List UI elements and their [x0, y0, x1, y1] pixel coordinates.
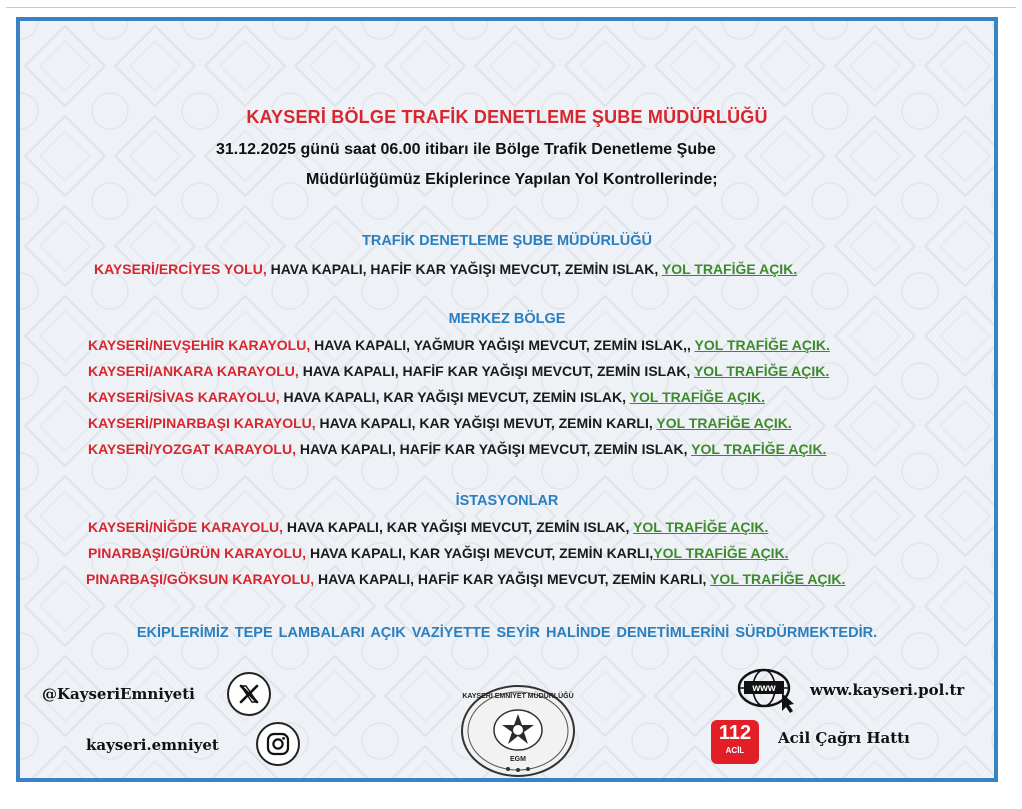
- x-logo-icon[interactable]: [227, 672, 271, 716]
- road-status: YOL TRAFİĞE AÇIK.: [656, 415, 792, 431]
- road-status: YOL TRAFİĞE AÇIK.: [653, 545, 789, 561]
- road-name: KAYSERİ/NEVŞEHİR KARAYOLU,: [88, 337, 311, 353]
- road-status: YOL TRAFİĞE AÇIK.: [661, 261, 798, 277]
- instagram-handle[interactable]: kayseri.emniyet: [86, 736, 219, 754]
- section-heading-trafik: TRAFİK DENETLEME ŞUBE MÜDÜRLÜĞÜ: [362, 233, 652, 249]
- website-link[interactable]: www.kayseri.pol.tr: [810, 681, 965, 699]
- road-report-row: [88, 389, 765, 405]
- seal-bottom-text: EGM: [510, 756, 526, 763]
- road-name: KAYSERİ/ERCİYES YOLU,: [94, 261, 267, 277]
- road-status: YOL TRAFİĞE AÇIK.: [629, 389, 766, 405]
- road-report-row: [88, 441, 826, 457]
- road-conditions: HAVA KAPALI, HAFİF KAR YAĞIŞI MEVCUT, ZEMİN ISLAK,: [298, 363, 694, 379]
- road-conditions: HAVA KAPALI, KAR YAĞIŞI MEVUT, ZEMİN KARLI,: [315, 415, 657, 431]
- road-report-row: [88, 415, 792, 431]
- globe-www-icon[interactable]: [736, 667, 802, 713]
- road-status: YOL TRAFİĞE AÇIK.: [691, 441, 827, 457]
- road-conditions: HAVA KAPALI, KAR YAĞIŞI MEVCUT, ZEMİN KARLI,: [306, 545, 654, 561]
- road-conditions: HAVA KAPALI, HAFİF KAR YAĞIŞI MEVCUT, ZEMİN ISLAK,: [266, 261, 662, 277]
- section-heading-merkez: MERKEZ BÖLGE: [448, 311, 566, 327]
- patrol-message: EKİPLERİMİZ TEPE LAMBALARI AÇIK VAZİYETTE SEYİR HALİNDE DENETİMLERİNİ SÜRDÜRMEKTEDİR.: [136, 625, 878, 641]
- emergency-number: 112: [718, 722, 752, 744]
- road-name: PINARBAŞI/GÖKSUN KARAYOLU,: [86, 571, 315, 587]
- road-conditions: HAVA KAPALI, HAFİF KAR YAĞIŞI MEVCUT, ZEMİN KARLI,: [314, 571, 711, 587]
- emergency-line-label: Acil Çağrı Hattı: [778, 729, 910, 747]
- top-divider: [6, 7, 1016, 8]
- road-report-row: [88, 519, 768, 535]
- www-icon-text: www: [752, 683, 776, 694]
- road-status: YOL TRAFİĞE AÇIK.: [710, 571, 846, 587]
- section-heading-istasyonlar: İSTASYONLAR: [455, 493, 559, 509]
- road-report-row: [88, 363, 829, 379]
- seal-ring-text: KAYSERİ EMNİYET MÜDÜRLÜĞÜ: [462, 693, 574, 700]
- police-seal-icon: [460, 684, 576, 778]
- road-name: PINARBAŞI/GÜRÜN KARAYOLU,: [88, 545, 307, 561]
- road-name: KAYSERİ/ANKARA KARAYOLU,: [88, 363, 299, 379]
- road-status: YOL TRAFİĞE AÇIK.: [693, 363, 830, 379]
- road-conditions: HAVA KAPALI, KAR YAĞIŞI MEVCUT, ZEMİN ISLAK,: [279, 389, 630, 405]
- road-name: KAYSERİ/PINARBAŞI KARAYOLU,: [88, 415, 316, 431]
- road-name: KAYSERİ/NİĞDE KARAYOLU,: [88, 519, 284, 535]
- page-title: KAYSERİ BÖLGE TRAFİK DENETLEME ŞUBE MÜDÜRLÜĞÜ: [246, 107, 768, 127]
- intro-line-1: 31.12.2025 günü saat 06.00 itibarı ile Bölge Trafik Denetleme Şube: [216, 141, 716, 158]
- intro-line-2: Müdürlüğümüz Ekiplerince Yapılan Yol Kontrollerinde;: [306, 171, 718, 188]
- road-status: YOL TRAFİĞE AÇIK.: [633, 519, 769, 535]
- notice-frame: [16, 17, 998, 782]
- road-conditions: HAVA KAPALI, KAR YAĞIŞI MEVCUT, ZEMİN ISLAK,: [283, 519, 634, 535]
- emergency-badge-label: ACİL: [725, 746, 745, 755]
- road-report-row: [86, 571, 845, 587]
- road-conditions: HAVA KAPALI, HAFİF KAR YAĞIŞI MEVCUT, ZEMİN ISLAK,: [295, 441, 692, 457]
- road-report-row: [88, 545, 789, 561]
- instagram-icon[interactable]: [256, 722, 300, 766]
- cursor-icon: [782, 693, 794, 713]
- road-report-row: [88, 337, 830, 353]
- road-name: KAYSERİ/SİVAS KARAYOLU,: [88, 389, 280, 405]
- road-status: YOL TRAFİĞE AÇIK.: [694, 337, 830, 353]
- road-conditions: HAVA KAPALI, YAĞMUR YAĞIŞI MEVCUT, ZEMİN ISLAK,,: [310, 337, 695, 353]
- emergency-112-icon[interactable]: [711, 720, 759, 764]
- road-report-row: [94, 261, 797, 277]
- x-handle[interactable]: @KayseriEmniyeti: [42, 685, 195, 703]
- road-name: KAYSERİ/YOZGAT KARAYOLU,: [88, 441, 296, 457]
